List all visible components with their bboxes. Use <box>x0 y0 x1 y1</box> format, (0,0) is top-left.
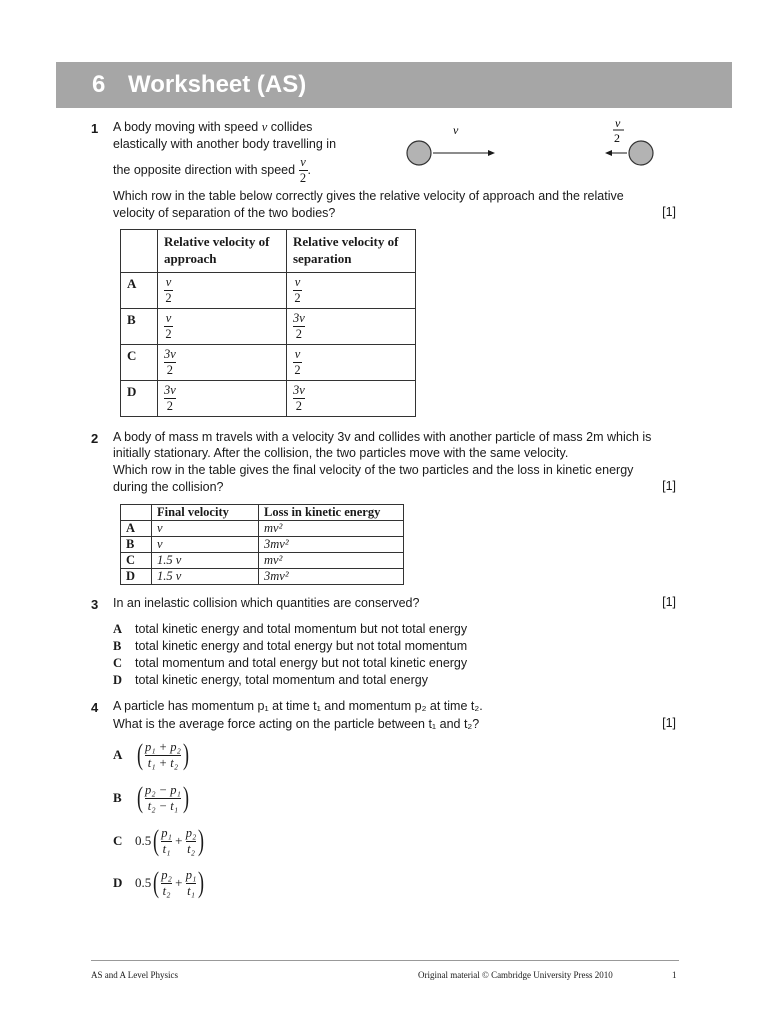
table-row <box>121 521 404 537</box>
q3-mark: [1] <box>662 595 676 609</box>
row-label: A <box>121 273 158 309</box>
option-c-fraction-1: $\frac{\text{p₁}}{\text{t₁}}$ <box>161 825 172 856</box>
right-velocity-denominator: 2 <box>614 131 620 145</box>
row-label: A <box>121 521 152 537</box>
table-row <box>121 537 404 553</box>
question-4-number: 4 <box>91 700 99 715</box>
q2-mark: [1] <box>662 479 676 493</box>
velocity-cell: 1.5 v <box>152 569 259 585</box>
separation-value: $\frac{3v}{2}$ <box>293 311 305 341</box>
right-velocity-numerator: v <box>615 116 621 130</box>
q1-line-1: A body moving with speed v collides <box>113 120 313 134</box>
table-row <box>121 273 416 309</box>
page-title: Worksheet (AS) <box>128 71 307 98</box>
q3-question: In an inelastic collision which quantities are conserved? <box>113 596 420 610</box>
velocity-cell: v <box>152 537 259 553</box>
collision-diagram <box>400 114 660 174</box>
q4-option-a: A ( $\frac{\text{p₁ + p₂}}{\text{t₁ + t₂}}$ ) <box>113 738 189 771</box>
footer-course: AS and A Level Physics <box>91 970 178 980</box>
row-label: C <box>121 345 158 381</box>
q3-option-a: A total kinetic energy and total momentum but not total energy <box>113 622 468 636</box>
q2-answer-table <box>120 504 404 585</box>
table-row <box>121 309 416 345</box>
q1-header-separation: Relative velocity of separation <box>287 230 416 273</box>
q3-option-d: D total kinetic energy, total momentum and total energy <box>113 673 428 687</box>
q1-mark: [1] <box>662 205 676 219</box>
q1-header-approach: Relative velocity of approach <box>158 230 287 273</box>
q2-line-3: Which row in the table gives the final velocity of the two particles and the loss in kinetic energy <box>113 463 634 477</box>
chapter-number: 6 <box>92 71 106 98</box>
table-row <box>121 553 404 569</box>
page-number: 1 <box>672 970 677 980</box>
table-row <box>121 381 416 417</box>
option-c-fraction-2: $\frac{\text{p₂}}{\text{t₂}}$ <box>185 825 197 856</box>
table-row <box>121 569 404 585</box>
q4-option-b: B ( $\frac{\text{p₂ − p₁}}{\text{t₂ − t₁}}$ ) <box>113 781 189 814</box>
q4-line-2: What is the average force acting on the particle between t₁ and t₂? <box>113 717 480 731</box>
q2-header-ke-loss: Loss in kinetic energy <box>259 505 404 521</box>
footer-copyright: Original material © Cambridge University Press 2010 <box>418 970 613 980</box>
q4-option-d: D 0.5 ( $\frac{\text{p₂}}{\text{t₂}}$ + $\frac{\text{p₁}}{\text{t₁}}$ ) <box>113 866 205 899</box>
row-label: B <box>121 309 158 345</box>
worksheet-banner <box>56 62 732 108</box>
ke-cell: 3mv² <box>259 537 404 553</box>
q1-question-line-2: velocity of separation of the two bodies? <box>113 206 336 220</box>
table-row <box>121 345 416 381</box>
q3-option-c: C total momentum and total energy but not total kinetic energy <box>113 656 468 670</box>
q1-speed-fraction: $\frac{v}{2}$ <box>299 155 307 185</box>
option-a-fraction: $\frac{\text{p₁ + p₂}}{\text{t₁ + t₂}}$ <box>145 739 181 770</box>
question-3-number: 3 <box>91 597 99 612</box>
ke-cell: 3mv² <box>259 569 404 585</box>
right-arrow-head <box>605 150 612 156</box>
row-label: D <box>121 569 152 585</box>
q1-question-line-1: Which row in the table below correctly gives the relative velocity of approach and the relative <box>113 189 624 203</box>
ke-cell: mv² <box>259 521 404 537</box>
q4-mark: [1] <box>662 716 676 730</box>
separation-value: $\frac{3v}{2}$ <box>293 383 305 413</box>
q4-line-1: A particle has momentum p₁ at time t₁ and momentum p₂ at time t₂. <box>113 699 483 713</box>
approach-value: $\frac{v}{2}$ <box>165 275 172 305</box>
option-d-fraction-2: $\frac{\text{p₁}}{\text{t₁}}$ <box>185 867 197 898</box>
row-label: D <box>121 381 158 417</box>
q1-answer-table <box>120 229 416 417</box>
right-body <box>629 141 653 165</box>
approach-value: $\frac{3v}{2}$ <box>164 347 176 377</box>
approach-value: $\frac{3v}{2}$ <box>164 383 176 413</box>
option-b-fraction: $\frac{\text{p₂ − p₁}}{\text{t₂ − t₁}}$ <box>145 782 181 813</box>
left-arrow-head <box>488 150 495 156</box>
q2-line-2: initially stationary. After the collision, the two particles move with the same velocity. <box>113 446 569 460</box>
q1-line-3: the opposite direction with speed $\frac{v}{2}$ . <box>113 155 312 185</box>
question-1-number: 1 <box>91 121 99 136</box>
separation-value: $\frac{v}{2}$ <box>294 347 301 377</box>
left-velocity-label: v <box>453 123 459 137</box>
q4-option-c: C 0.5 ( $\frac{\text{p₁}}{\text{t₁}}$ + $\frac{\text{p₂}}{\text{t₂}}$ ) <box>113 824 205 857</box>
q3-option-b: B total kinetic energy and total energy but not total momentum <box>113 639 468 653</box>
velocity-cell: v <box>152 521 259 537</box>
separation-value: $\frac{v}{2}$ <box>294 275 301 305</box>
q2-header-final-velocity: Final velocity <box>152 505 259 521</box>
q1-line-2: elastically with another body travelling in <box>113 137 337 151</box>
q2-line-1: A body of mass m travels with a velocity 3v and collides with another particle of mass 2m which is <box>113 430 652 444</box>
approach-value: $\frac{v}{2}$ <box>165 311 172 341</box>
row-label: C <box>121 553 152 569</box>
row-label: B <box>121 537 152 553</box>
left-body <box>407 141 431 165</box>
q2-line-4: during the collision? <box>113 480 224 494</box>
ke-cell: mv² <box>259 553 404 569</box>
velocity-cell: 1.5 v <box>152 553 259 569</box>
footer-divider <box>91 960 679 961</box>
option-d-fraction-1: $\frac{\text{p₂}}{\text{t₂}}$ <box>161 867 172 898</box>
question-2-number: 2 <box>91 431 99 446</box>
